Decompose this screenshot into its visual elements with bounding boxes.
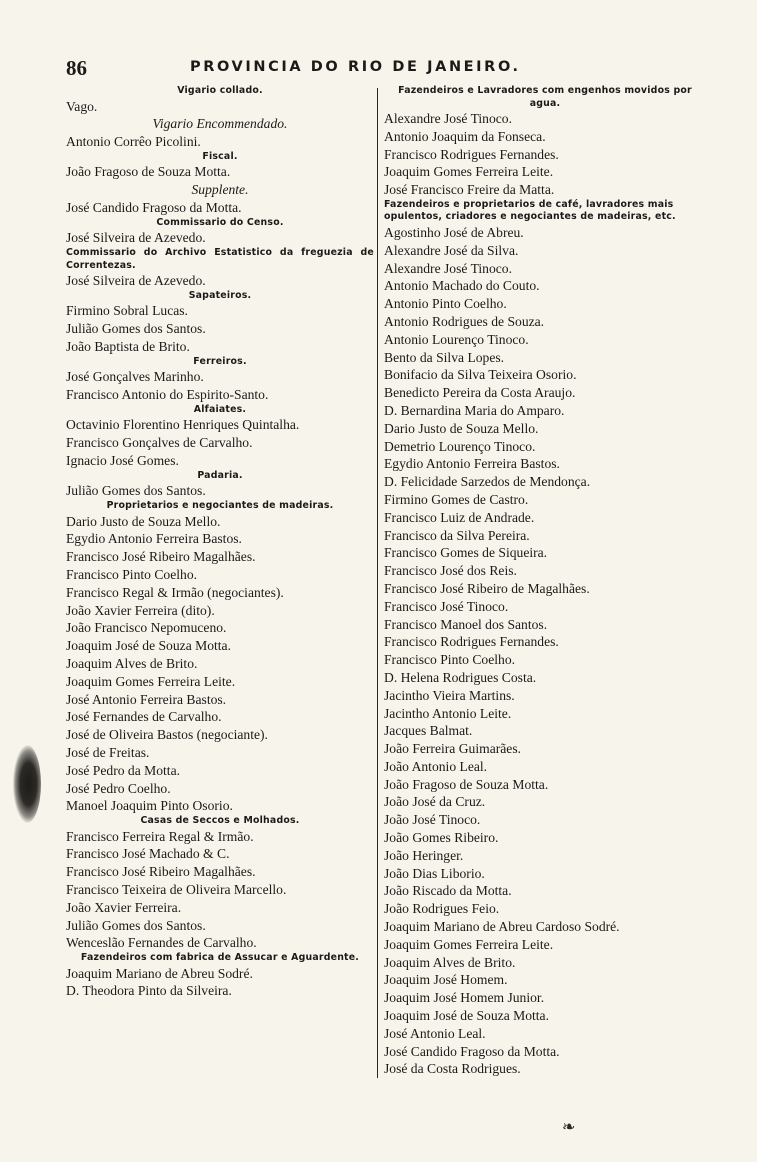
directory-entry: Alexandre José da Silva. <box>384 242 519 258</box>
directory-entry: Francisco Pinto Coelho. <box>66 566 198 582</box>
section-heading: Sapateiros. <box>188 289 252 301</box>
directory-entry: Francisco Antonio do Espirito-Santo. <box>66 387 269 403</box>
directory-entry: João José da Cruz. <box>384 794 486 810</box>
directory-entry: Antonio Corrêo Picolini. <box>66 134 201 150</box>
office-title: Supplente. <box>191 182 249 198</box>
directory-entry: Joaquim Gomes Ferreira Leite. <box>66 673 236 689</box>
directory-entry: D. Bernardina Maria do Amparo. <box>384 402 565 418</box>
directory-entry: Bento da Silva Lopes. <box>384 349 505 365</box>
section-heading: Fazendeiros e Lavradores com engenhos movidos por agua. <box>398 85 692 109</box>
directory-entry: Francisco Teixeira de Oliveira Marcello. <box>66 881 287 897</box>
directory-entry: José Antonio Leal. <box>384 1025 486 1041</box>
directory-entry: Julião Gomes dos Santos. <box>66 483 206 499</box>
ink-blot <box>13 745 41 823</box>
directory-entry: Joaquim Gomes Ferreira Leite. <box>384 164 554 180</box>
directory-entry: Francisco Luiz de Andrade. <box>384 509 535 525</box>
directory-entry: Firmino Sobral Lucas. <box>66 303 188 319</box>
directory-entry: Jacques Balmat. <box>384 723 473 739</box>
directory-entry: Francisco Gomes de Siqueira. <box>384 545 548 561</box>
directory-entry: Joaquim José Homem Junior. <box>384 990 545 1006</box>
directory-entry: Francisco Pinto Coelho. <box>384 652 516 668</box>
directory-entry: Joaquim Mariano de Abreu Sodré. <box>66 965 253 981</box>
directory-entry: José Pedro da Motta. <box>66 762 181 778</box>
directory-entry: Ignacio José Gomes. <box>66 452 179 468</box>
left-column <box>66 85 374 1000</box>
directory-entry: Jacintho Vieira Martins. <box>384 687 515 703</box>
directory-entry: José Pedro Coelho. <box>66 780 171 796</box>
directory-entry: Antonio Pinto Coelho. <box>384 296 507 312</box>
directory-entry: D. Theodora Pinto da Silveira. <box>66 983 232 999</box>
directory-entry: João Heringer. <box>384 847 464 863</box>
directory-entry: Joaquim Alves de Brito. <box>66 655 198 671</box>
directory-entry: Joaquim José Homem. <box>384 972 508 988</box>
directory-entry: Francisco Ferreira Regal & Irmão. <box>66 828 254 844</box>
directory-entry: Francisco Manoel dos Santos. <box>384 616 548 632</box>
directory-entry: João José Tinoco. <box>384 812 481 828</box>
directory-entry: João Rodrigues Feio. <box>384 901 500 917</box>
directory-entry: José da Costa Rodrigues. <box>384 1061 521 1077</box>
directory-entry: João Ferreira Guimarães. <box>384 741 522 757</box>
page-number: 86 <box>66 56 87 80</box>
directory-entry: Vago. <box>66 98 98 114</box>
directory-entry: Joaquim Gomes Ferreira Leite. <box>384 936 554 952</box>
section-heading: Fazendeiros com fabrica de Assucar e Aguardente. <box>80 952 360 964</box>
directory-entry: Francisco Rodrigues Fernandes. <box>384 146 559 162</box>
directory-entry: José de Freitas. <box>66 744 150 760</box>
directory-entry: José Candido Fragoso da Motta. <box>384 1043 560 1059</box>
directory-entry: Julião Gomes dos Santos. <box>66 917 206 933</box>
directory-entry: Firmino Gomes de Castro. <box>384 491 529 507</box>
directory-entry: José Silveira de Azevedo. <box>66 273 206 289</box>
directory-entry: Bonifacio da Silva Teixeira Osorio. <box>384 367 577 383</box>
directory-entry: João Fragoso de Souza Motta. <box>384 776 549 792</box>
directory-entry: João Antonio Leal. <box>384 758 488 774</box>
directory-entry: José Candido Fragoso da Motta. <box>66 199 242 215</box>
section-heading: Casas de Seccos e Molhados. <box>140 815 300 827</box>
directory-entry: Julião Gomes dos Santos. <box>66 321 206 337</box>
directory-entry: Francisco José Ribeiro Magalhães. <box>66 549 256 565</box>
directory-entry: José de Oliveira Bastos (negociante). <box>66 727 268 743</box>
directory-entry: Joaquim José de Souza Motta. <box>66 638 231 654</box>
directory-entry: Dario Justo de Souza Mello. <box>66 513 221 529</box>
directory-entry: Francisco José dos Reis. <box>384 563 517 579</box>
directory-entry: Jacintho Antonio Leite. <box>384 705 512 721</box>
section-heading: Alfaiates. <box>193 403 247 415</box>
directory-entry: João Riscado da Motta. <box>384 883 512 899</box>
directory-entry: João Fragoso de Souza Motta. <box>66 164 231 180</box>
section-heading: Commissario do Archivo Estatistico da freguezia de Correntezas. <box>66 247 374 271</box>
directory-entry: Agostinho José de Abreu. <box>384 224 524 240</box>
directory-entry: Francisco Rodrigues Fernandes. <box>384 634 559 650</box>
directory-entry: Antonio Joaquim da Fonseca. <box>384 128 546 144</box>
page-header <box>0 52 757 82</box>
directory-entry: D. Helena Rodrigues Costa. <box>384 669 537 685</box>
directory-entry: Francisco Gonçalves de Carvalho. <box>66 435 253 451</box>
directory-entry: João Francisco Nepomuceno. <box>66 620 227 636</box>
running-title: PROVINCIA DO RIO DE JANEIRO. <box>190 59 521 75</box>
directory-entry: Antonio Machado do Couto. <box>384 278 540 294</box>
directory-entry: Francisco da Silva Pereira. <box>384 527 530 543</box>
directory-entry: Antonio Lourenço Tinoco. <box>384 331 529 347</box>
right-column <box>384 85 706 1078</box>
directory-entry: José Antonio Ferreira Bastos. <box>66 691 227 707</box>
section-heading: Ferreiros. <box>193 355 247 367</box>
section-heading: Fiscal. <box>202 150 238 162</box>
directory-entry: Joaquim Mariano de Abreu Cardoso Sodré. <box>384 919 620 935</box>
directory-entry: João Xavier Ferreira (dito). <box>66 602 215 618</box>
directory-entry: João Baptista de Brito. <box>66 338 190 354</box>
directory-entry: Manoel Joaquim Pinto Osorio. <box>66 798 233 814</box>
directory-entry: João Gomes Ribeiro. <box>384 830 499 846</box>
directory-entry: Joaquim José de Souza Motta. <box>384 1008 549 1024</box>
directory-entry: Joaquim Alves de Brito. <box>384 954 516 970</box>
directory-entry: José Gonçalves Marinho. <box>66 369 204 385</box>
directory-entry: Francisco José Machado & C. <box>66 846 230 862</box>
directory-entry: José Francisco Freire da Matta. <box>384 182 555 198</box>
directory-entry: Egydio Antonio Ferreira Bastos. <box>66 531 242 547</box>
directory-entry: Antonio Rodrigues de Souza. <box>384 313 545 329</box>
section-heading: Padaria. <box>197 469 243 481</box>
directory-entry: João Xavier Ferreira. <box>66 899 182 915</box>
directory-entry: Benedicto Pereira da Costa Araujo. <box>384 385 576 401</box>
directory-entry: Octavinio Florentino Henriques Quintalha. <box>66 417 300 433</box>
directory-entry: Wenceslão Fernandes de Carvalho. <box>66 935 257 951</box>
directory-entry: Alexandre José Tinoco. <box>384 260 512 276</box>
directory-entry: Francisco José Tinoco. <box>384 598 509 614</box>
directory-entry: José Fernandes de Carvalho. <box>66 709 222 725</box>
tailpiece-ornament: ❧ <box>562 1117 576 1136</box>
column-divider <box>377 88 378 1078</box>
directory-entry: João Dias Liborio. <box>384 865 485 881</box>
section-heading: Commissario do Censo. <box>156 216 284 228</box>
office-title: Vigario Encommendado. <box>152 116 288 132</box>
section-heading: Proprietarios e negociantes de madeiras. <box>106 500 334 512</box>
directory-entry: Egydio Antonio Ferreira Bastos. <box>384 456 560 472</box>
directory-entry: Dario Justo de Souza Mello. <box>384 420 539 436</box>
section-heading: Vigario collado. <box>177 85 263 96</box>
directory-entry: D. Felicidade Sarzedos de Mendonça. <box>384 474 591 490</box>
directory-entry: Alexandre José Tinoco. <box>384 111 512 126</box>
directory-entry: Francisco José Ribeiro de Magalhães. <box>384 580 590 596</box>
directory-entry: José Silveira de Azevedo. <box>66 230 206 246</box>
directory-entry: Francisco Regal & Irmão (negociantes). <box>66 584 284 600</box>
directory-entry: Demetrio Lourenço Tinoco. <box>384 438 536 454</box>
section-heading: Fazendeiros e proprietarios de café, lavradores mais opulentos, criadores e negociantes de madeiras, etc. <box>384 198 676 223</box>
directory-entry: Francisco José Ribeiro Magalhães. <box>66 864 256 880</box>
